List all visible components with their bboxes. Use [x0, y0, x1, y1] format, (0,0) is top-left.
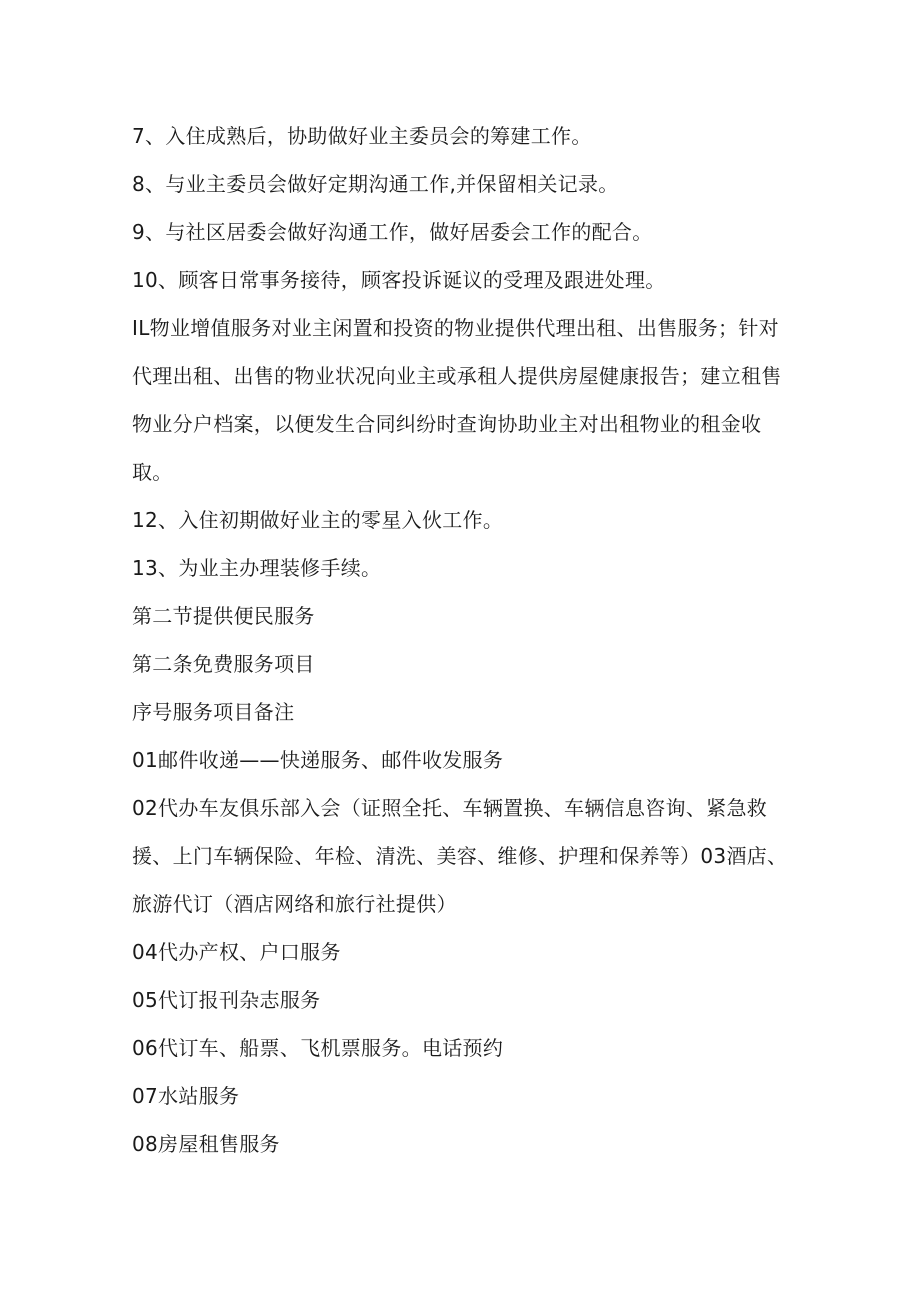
- paragraph-8: 8、与业主委员会做好定期沟通工作,并保留相关记录。: [132, 172, 619, 196]
- article-heading: 第二条免费服务项目: [132, 652, 315, 676]
- paragraph-11: IL物业增值服务对业主闲置和投资的物业提供代理出租、出售服务；针对代理出租、出售的物业状况向业主或承租人提供房屋健康报告；建立租售物业分户档案，以便发生合同纠纷时查询协助业主对出租物业的租金收取。: [132, 316, 782, 484]
- service-item-04: 04代办产权、户口服务: [132, 940, 341, 964]
- service-item-01: 01邮件收递——快递服务、邮件收发服务: [132, 748, 504, 772]
- service-item-06: 06代订车、船票、飞机票服务。电话预约: [132, 1036, 504, 1060]
- paragraph-9: 9、与社区居委会做好沟通工作，做好居委会工作的配合。: [132, 220, 653, 244]
- section-heading: 第二节提供便民服务: [132, 604, 315, 628]
- table-header-line: 序号服务项目备注: [132, 700, 295, 724]
- paragraph-7: 7、入住成熟后，协助做好业主委员会的筹建工作。: [132, 124, 592, 148]
- paragraph-10: 10、顾客日常事务接待，顾客投诉诞议的受理及跟进处理。: [132, 268, 666, 292]
- service-item-08: 08房屋租售服务: [132, 1132, 280, 1156]
- service-item-07: 07水站服务: [132, 1084, 240, 1108]
- service-item-05: 05代订报刊杂志服务: [132, 988, 321, 1012]
- paragraph-12: 12、入住初期做好业主的零星入伙工作。: [132, 508, 504, 532]
- service-item-02-03: 02代办车友俱乐部入会（证照全托、车辆置换、车辆信息咨询、紧急救援、上门车辆保险、年检、清洗、美容、维修、护理和保养等）03酒店、旅游代订（酒店网络和旅行社提供）: [132, 796, 788, 916]
- document-body: [132, 112, 792, 1168]
- paragraph-13: 13、为业主办理装修手续。: [132, 556, 382, 580]
